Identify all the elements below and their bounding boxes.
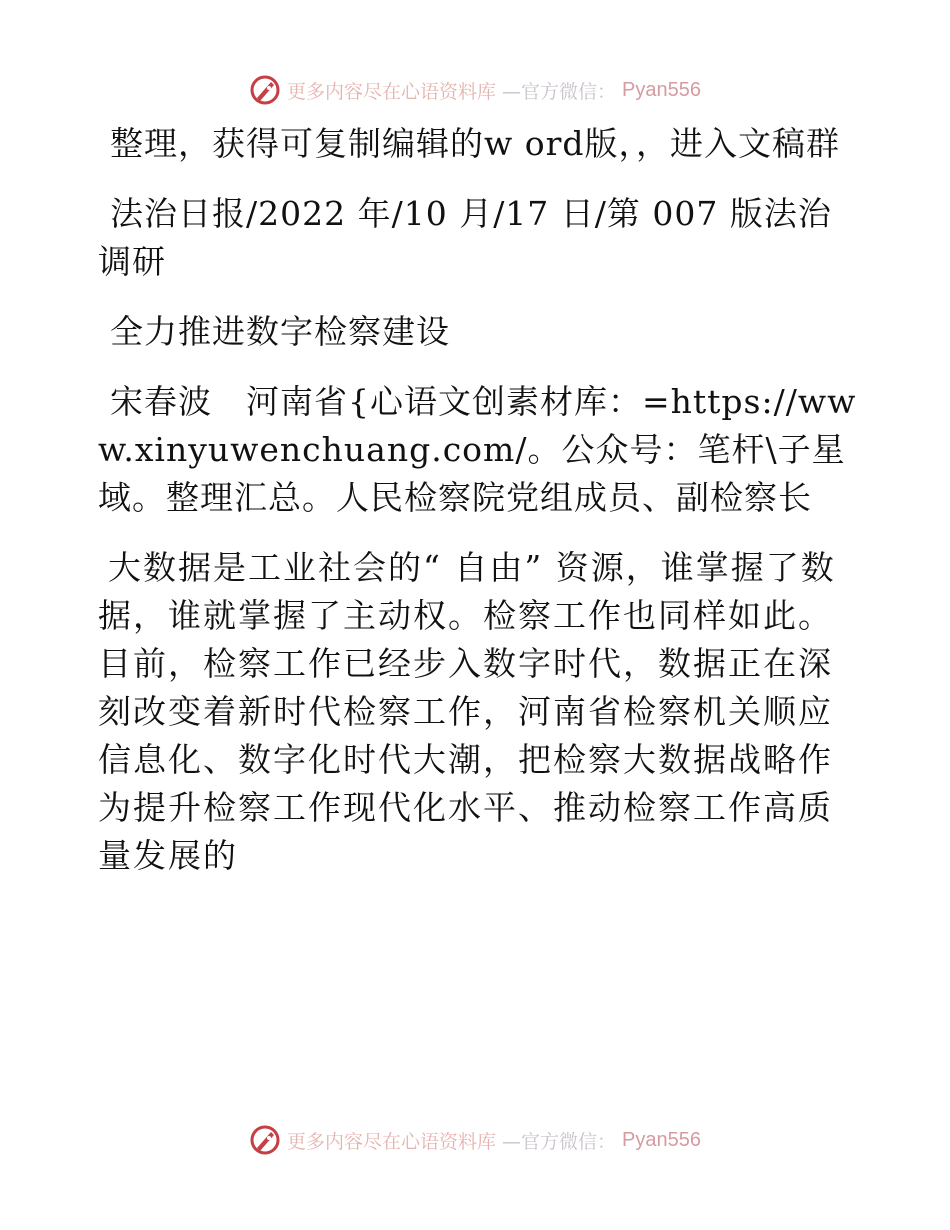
watermark-suffix: —官方微信： — [502, 1130, 617, 1153]
watermark-text: 更多内容尽在心语资料库 — [287, 80, 497, 103]
watermark-text: 更多内容尽在心语资料库 — [287, 1130, 497, 1153]
author-line: 宋春波 河南省{心语文创素材库：=https://www.xinyuwenchuang.com/。公众号：笔杆\子星域。整理汇总。人民检察院党组成员、副检察长 — [98, 382, 857, 517]
article-title: 全力推进数字检察建设 — [110, 312, 450, 351]
paragraph-source: 法治日报/2022 年/10 月/17 日/第 007 版法治调研 — [98, 194, 832, 281]
watermark-handle: Pyan556 — [622, 1128, 701, 1151]
footer-watermark — [0, 1120, 950, 1160]
pen-logo-icon — [249, 74, 281, 106]
header-watermark — [0, 70, 950, 110]
watermark-suffix: —官方微信： — [502, 80, 617, 103]
pen-logo-icon — [249, 1124, 281, 1156]
document-body — [98, 120, 858, 902]
watermark-handle: Pyan556 — [622, 78, 701, 101]
body-paragraph: 大数据是工业社会的“ 自由” 资源，谁掌握了数据，谁就掌握了主动权。检察工作也同样如此。目前，检察工作已经步入数字时代，数据正在深刻改变着新时代检察工作，河南省检察机关顺应信息化、数字化时代大潮，把检察大数据战略作为提升检察工作现代化水平、推动检察工作高质量发展的 — [98, 548, 836, 875]
paragraph-note: 整理，获得可复制编辑的w ord版，，进入文稿群 — [110, 124, 841, 163]
